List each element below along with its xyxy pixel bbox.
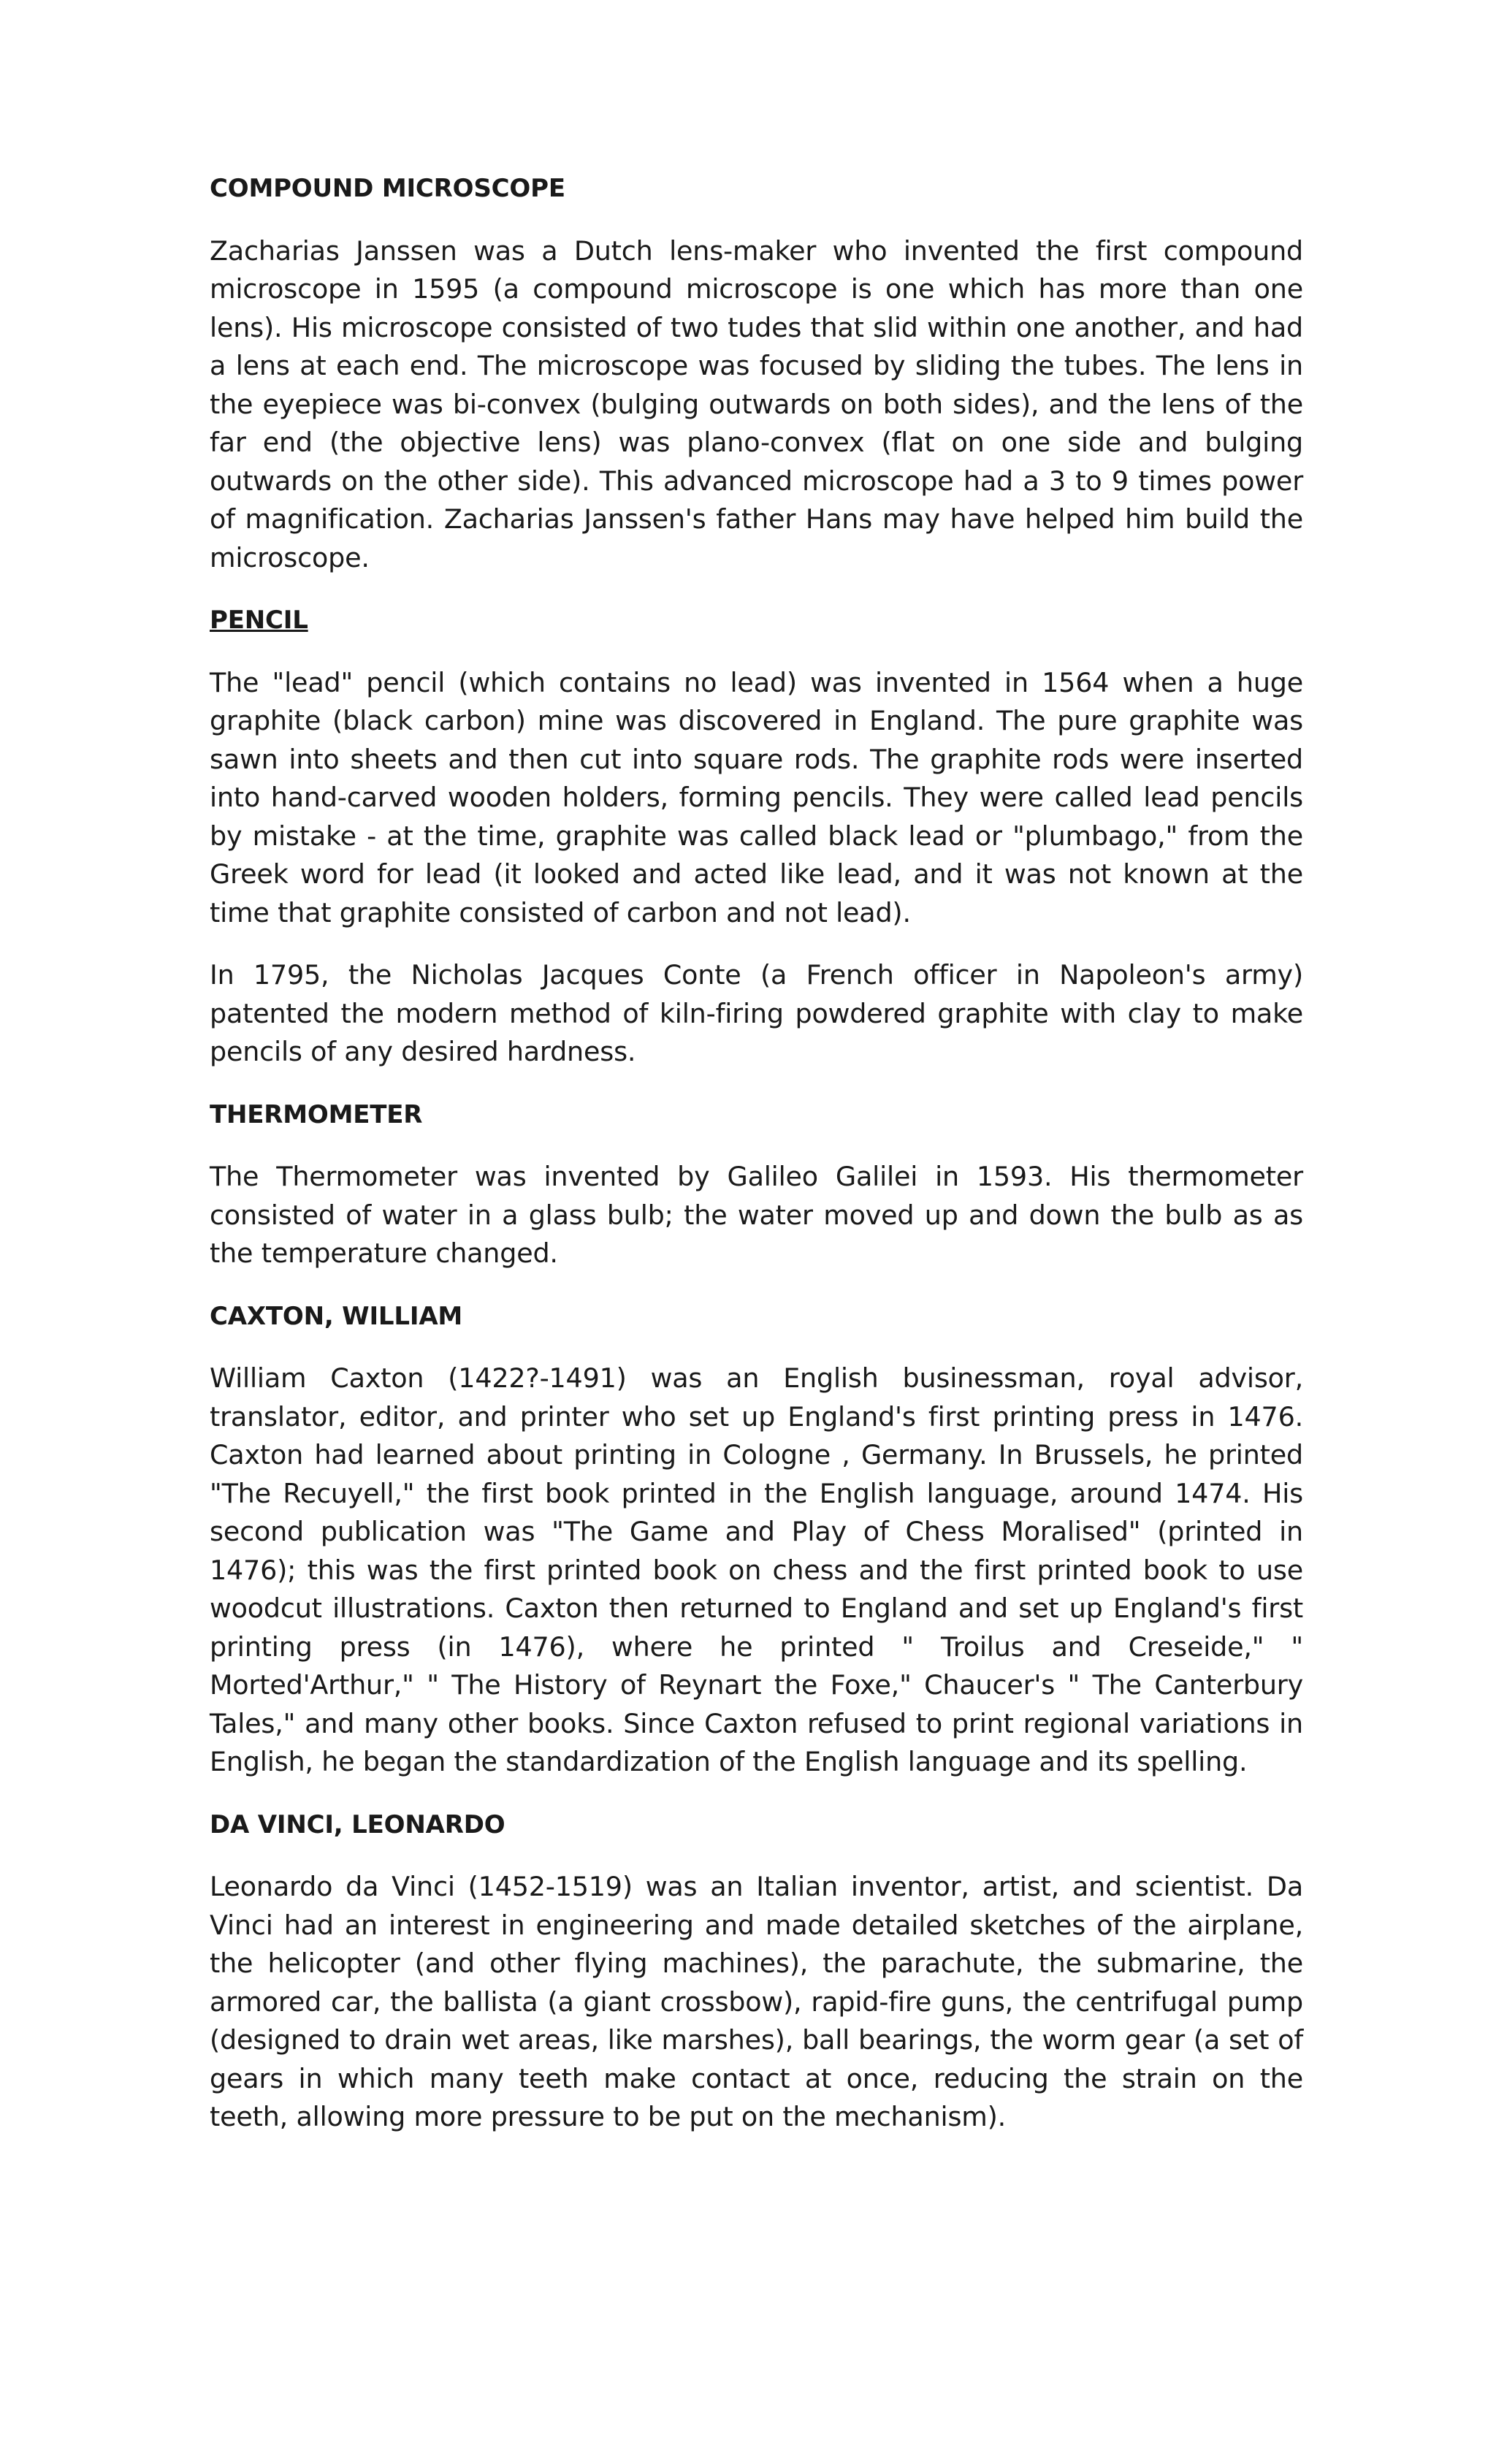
paragraph-caxton: William Caxton (1422?-1491) was an English businessman, royal advisor, translator, editor, and printer who set up England's first printing press in 1476. Caxton had learned about printing in Cologne , Germany. In Brussels, he printed "The Recuyell," the first book printed in the English language, around 1474. His second publication was "The Game and Play of Chess Moralised" (printed in 1476); this was the first printed book on chess and the first printed book to use woodcut illustrations. Caxton then returned to England and set up England's first printing press (in 1476), where he printed " Troilus and Creseide," " Morted'Arthur," " The History of Reynart the Foxe," Chaucer's " The Canterbury Tales," and many other books. Since Caxton refused to print regional variations in English, he began the standardization of the English language and its spelling. bbox=[210, 1362, 1303, 1777]
paragraph-pencil-history: The "lead" pencil (which contains no lead) was invented in 1564 when a huge graphite (black carbon) mine was discovered in England. The pure graphite was sawn into sheets and then cut into square rods. The graphite rods were inserted into hand-carved wooden holders, forming pencils. They were called lead pencils by mistake - at the time, graphite was called black lead or "plumbago," from the Greek word for lead (it looked and acted like lead, and it was not known at the time that graphite consisted of carbon and not lead). bbox=[210, 666, 1303, 928]
paragraph-thermometer: The Thermometer was invented by Galileo Galilei in 1593. His thermometer consisted of water in a glass bulb; the water moved up and down the bulb as as the temperature changed. bbox=[210, 1161, 1303, 1269]
paragraph-da-vinci: Leonardo da Vinci (1452-1519) was an Italian inventor, artist, and scientist. Da Vinci had an interest in engineering and made detailed sketches of the airplane, the helicopter (and other flying machines), the parachute, the submarine, the armored car, the ballista (a giant crossbow), rapid-fire guns, the centrifugal pump (designed to drain wet areas, like marshes), ball bearings, the worm gear (a set of gears in which many teeth make contact at once, reducing the strain on the teeth, allowing more pressure to be put on the mechanism). bbox=[210, 1871, 1303, 2132]
heading-da-vinci: DA VINCI, LEONARDO bbox=[210, 1809, 505, 1839]
heading-caxton: CAXTON, WILLIAM bbox=[210, 1301, 463, 1331]
heading-compound-microscope: COMPOUND MICROSCOPE bbox=[210, 174, 565, 203]
heading-thermometer: THERMOMETER bbox=[210, 1099, 423, 1129]
document-page bbox=[210, 169, 1303, 2161]
paragraph-pencil-conte: In 1795, the Nicholas Jacques Conte (a French officer in Napoleon's army) patented the modern method of kiln-firing powdered graphite with clay to make pencils of any desired hardness. bbox=[210, 959, 1303, 1067]
paragraph-compound-microscope: Zacharias Janssen was a Dutch lens-maker who invented the first compound microscope in 1595 (a compound microscope is one which has more than one lens). His microscope consisted of two tudes that slid within one another, and had a lens at each end. The microscope was focused by sliding the tubes. The lens in the eyepiece was bi-convex (bulging outwards on both sides), and the lens of the far end (the objective lens) was plano-convex (flat on one side and bulging outwards on the other side). This advanced microscope had a 3 to 9 times power of magnification. Zacharias Janssen's father Hans may have helped him build the microscope. bbox=[210, 234, 1303, 573]
heading-pencil: PENCIL bbox=[210, 606, 308, 635]
